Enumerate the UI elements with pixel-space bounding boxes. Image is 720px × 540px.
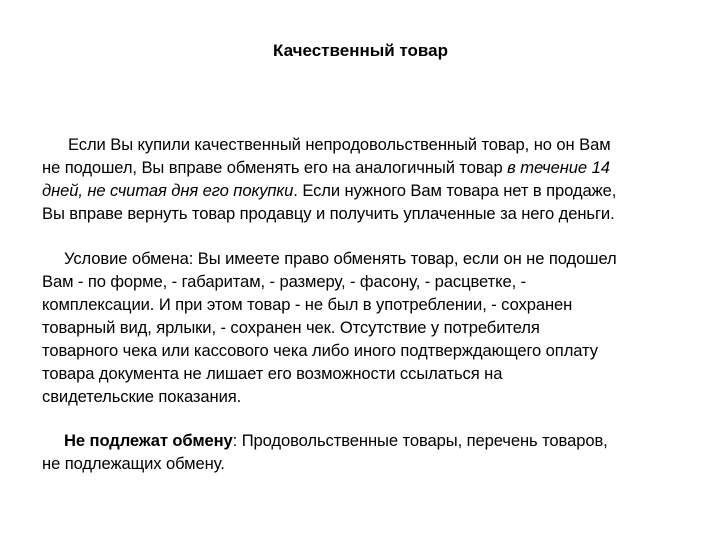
paragraph-exchange-rights — [42, 133, 692, 225]
paragraph-line: свидетельские показания. — [42, 387, 242, 406]
paragraph-line: Если Вы купили качественный непродовольственный товар, но он Вам — [68, 135, 611, 154]
paragraph-non-exchangeable — [42, 429, 692, 475]
page-title: Качественный товар — [273, 41, 448, 60]
paragraph-line — [42, 179, 692, 202]
paragraph-line: комплексации. И при этом товар - не был в употреблении, - сохранен — [42, 295, 573, 314]
paragraph-line: не подлежащих обмену. — [42, 454, 225, 473]
paragraph-line: товарного чека или кассового чека либо иного подтверждающего оплату — [42, 341, 598, 360]
paragraph-line: товарный вид, ярлыки, - сохранен чек. Отсутствие у потребителя — [42, 318, 540, 337]
italic-text-run: в течение 14 — [507, 158, 610, 177]
paragraph-exchange-conditions — [42, 247, 692, 408]
text-run: : Продовольственные товары, перечень товаров, — [232, 431, 608, 450]
text-run: не подошел, Вы вправе обменять его на аналогичный товар — [42, 158, 508, 177]
paragraph-line: товара документа не лишает его возможности ссылаться на — [42, 364, 503, 383]
paragraph-line: Вам - по форме, - габаритам, - размеру, - фасону, - расцветке, - — [42, 272, 527, 291]
paragraph-line — [42, 429, 692, 452]
paragraph-line: Вы вправе вернуть товар продавцу и получить уплаченные за него деньги. — [42, 204, 615, 223]
italic-text-run: дней, не считая дня его покупки — [42, 181, 294, 200]
bold-text-run: Не подлежат обмену — [64, 431, 233, 450]
text-run: . Если нужного Вам товара нет в продаже, — [293, 181, 617, 200]
paragraph-line — [42, 156, 692, 179]
paragraph-line: Условие обмена: Вы имеете право обменять товар, если он не подошел — [64, 249, 617, 268]
